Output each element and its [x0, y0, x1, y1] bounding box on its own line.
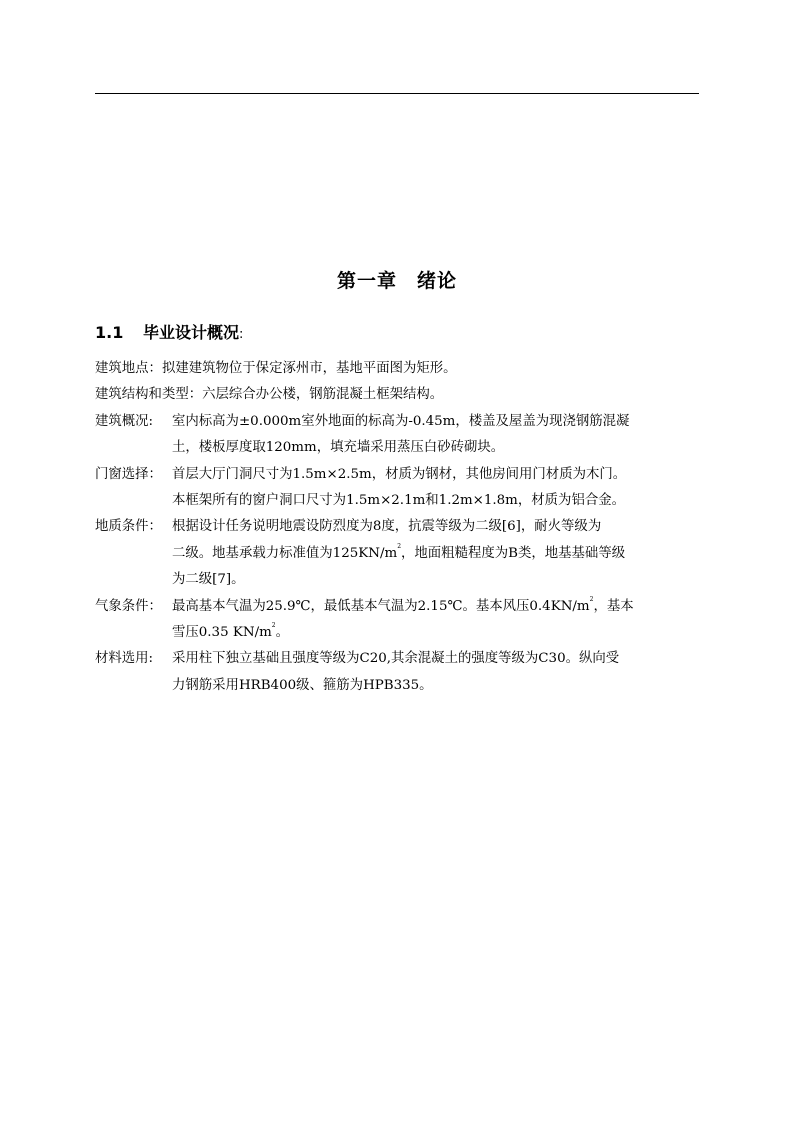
- paragraph-weather: [95, 594, 699, 647]
- paragraph-location: 建筑地点：拟建建筑物位于保定涿州市，基地平面图为矩形。: [95, 361, 457, 376]
- geology-line-1: 根据设计任务说明地震设防烈度为8度，抗震等级为二级[6]，耐火等级为: [172, 519, 602, 535]
- geology-line-3: 为二级[7]。: [172, 572, 245, 588]
- paragraph-doors: [95, 462, 699, 515]
- chapter-title: [95, 266, 699, 293]
- doors-line-2: 本框架所有的窗户洞口尺寸为1.5m×2.1m和1.2m×1.8m，材质为铝合金。: [172, 493, 626, 509]
- geology-label: 地质条件：: [95, 519, 162, 535]
- chapter-name: 绪论: [417, 270, 458, 292]
- weather-superscript-1: 2: [589, 595, 594, 603]
- geology-line-2-a: 二级。地基承载力标准值为125KN/m: [172, 545, 398, 561]
- section-title: 毕业设计概况: [143, 323, 240, 342]
- paragraph-structure: 建筑结构和类型：六层综合办公楼，钢筋混凝土框架结构。: [95, 387, 444, 403]
- overview-line-2: 土，楼板厚度取120mm，填充墙采用蒸压白砂砖砌块。: [172, 440, 505, 456]
- paragraph-geology: [95, 514, 699, 593]
- section-number: 1.1: [95, 323, 124, 342]
- overview-label: 建筑概况:: [95, 413, 154, 429]
- weather-superscript-2: 2: [271, 622, 276, 630]
- geology-line-2: [172, 541, 699, 567]
- weather-line-1-b: ，基本: [593, 598, 634, 614]
- paragraph-materials: [95, 646, 699, 699]
- materials-line-2: 力钢筋采用HRB400级、箍筋为HPB335。: [172, 677, 433, 693]
- weather-line-2-a: 雪压0.35 KN/m: [172, 625, 272, 641]
- overview-line-1: 室内标高为±0.000m室外地面的标高为-0.45m，楼盖及屋盖为现浇钢筋混凝: [172, 413, 630, 429]
- weather-label: 气象条件：: [95, 598, 162, 614]
- weather-line-1: [172, 594, 699, 620]
- chapter-number: 第一章: [336, 270, 397, 292]
- section-colon: :: [239, 327, 244, 342]
- paragraph-overview: [95, 409, 699, 462]
- doors-label: 门窗选择：: [95, 466, 162, 482]
- doors-line-1: 首层大厅门洞尺寸为1.5m×2.5m，材质为钢材，其他房间用门材质为木门。: [172, 466, 627, 482]
- section-heading: [95, 320, 243, 343]
- weather-line-2: [172, 620, 699, 646]
- document-body: [95, 356, 699, 699]
- materials-line-1: 采用柱下独立基础且强度等级为C20,其余混凝土的强度等级为C30。纵向受: [172, 651, 620, 667]
- geology-line-2-b: ，地面粗糙程度为B类，地基基础等级: [401, 545, 626, 561]
- geology-superscript: 2: [397, 542, 402, 550]
- weather-line-2-b: 。: [275, 625, 290, 641]
- header-rule: [95, 93, 699, 94]
- weather-line-1-a: 最高基本气温为25.9℃，最低基本气温为2.15℃。基本风压0.4KN/m: [172, 598, 590, 614]
- materials-label: 材料选用:: [95, 651, 154, 667]
